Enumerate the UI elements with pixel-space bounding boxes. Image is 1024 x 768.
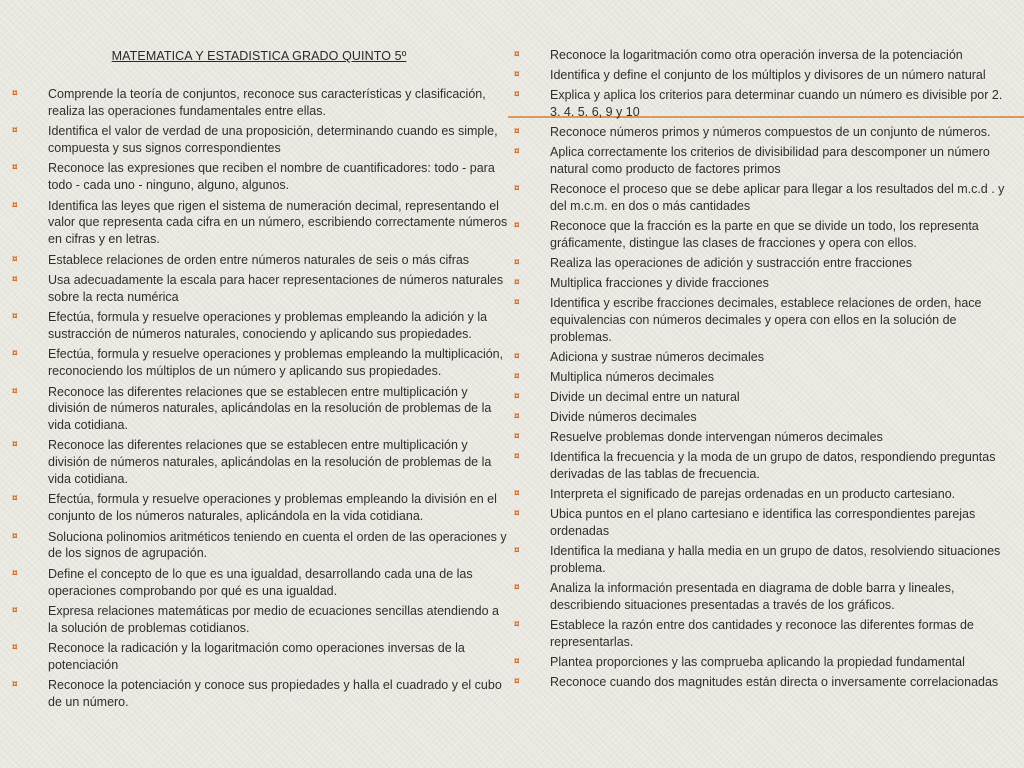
- bullet-icon: ¤: [514, 618, 520, 630]
- bullet-icon: ¤: [12, 567, 18, 579]
- list-item: [8, 384, 510, 434]
- list-item: [8, 309, 510, 343]
- list-item: [510, 409, 1016, 426]
- bullet-icon: ¤: [514, 69, 520, 81]
- list-item-text: Multiplica números decimales: [550, 369, 714, 384]
- list-item-text: Aplica correctamente los criterios de divisibilidad para descomponer un número natural como producto de factores primos: [550, 145, 990, 176]
- list-item: [8, 123, 510, 157]
- list-item-text: Divide números decimales: [550, 410, 697, 424]
- bullet-icon: ¤: [514, 146, 520, 158]
- bullet-icon: ¤: [514, 49, 520, 60]
- list-item: [8, 346, 510, 380]
- right-column-top-space: [510, 0, 1016, 47]
- list-item: [8, 566, 510, 600]
- list-item-text: Reconoce el proceso que se debe aplicar para llegar a los resultados del m.c.d . y del m.c.m. en dos o más cantidades: [550, 182, 1005, 213]
- list-item-text: Interpreta el significado de parejas ordenadas en un producto cartesiano.: [550, 487, 956, 502]
- list-item-text: Reconoce las diferentes relaciones que se establecen entre multiplicación y división de números naturales, aplicándolas en la resolución de problemas de la vida cotidiana.: [48, 438, 492, 487]
- list-item-text: Efectúa, formula y resuelve operaciones y problemas empleando la multiplicación, reconociendo los múltiplos de un número y aplicando sus propiedades.: [48, 347, 504, 379]
- list-item-text: Reconoce cuando dos magnitudes están directa o inversamente correlacionadas: [550, 674, 999, 689]
- slide-title: MATEMATICA Y ESTADISTICA GRADO QUINTO 5º: [111, 49, 407, 63]
- list-item: [510, 369, 1016, 386]
- list-item: [8, 640, 510, 674]
- bullet-icon: ¤: [514, 431, 520, 443]
- list-item-text: Efectúa, formula y resuelve operaciones y problemas empleando la adición y la sustracción de números naturales, conociendo y aplicando sus propiedades.: [48, 310, 488, 341]
- right-column: [510, 0, 1016, 694]
- list-item: [8, 437, 510, 487]
- list-item: [510, 349, 1016, 366]
- list-item-text: Identifica la mediana y halla media en un grupo de datos, resolviendo situaciones problema.: [550, 544, 1001, 575]
- list-item: [510, 124, 1016, 141]
- list-item: [8, 491, 510, 525]
- list-item-text: Soluciona polinomios aritméticos teniendo en cuenta el orden de las operaciones y de los signos de agrupación.: [48, 529, 507, 561]
- bullet-icon: ¤: [514, 219, 520, 231]
- list-item: [510, 389, 1016, 406]
- list-item-text: Identifica y escribe fracciones decimales, establece relaciones de orden, hace equivalencias con números decimales y opera con ellos en la solución de problemas.: [550, 296, 982, 344]
- list-item-text: Identifica y define el conjunto de los múltiplos y divisores de un número natural: [550, 68, 986, 83]
- list-item-text: Usa adecuadamente la escala para hacer representaciones de números naturales sobre la recta numérica: [48, 272, 504, 304]
- list-item-text: Efectúa, formula y resuelve operaciones y problemas empleando la división en el conjunto de los números naturales, aplicándola en la vida cotidiana.: [48, 492, 497, 524]
- list-item-text: Plantea proporciones y las comprueba aplicando la propiedad fundamental: [550, 654, 965, 669]
- list-item: [510, 674, 1016, 691]
- list-item-text: Divide un decimal entre un natural: [550, 389, 740, 404]
- list-item: [510, 87, 1016, 121]
- list-item: [8, 86, 510, 120]
- bullet-icon: ¤: [12, 348, 18, 360]
- bullet-icon: ¤: [12, 493, 18, 505]
- bullet-icon: ¤: [12, 311, 18, 323]
- bullet-icon: ¤: [514, 411, 520, 422]
- bullet-icon: ¤: [514, 126, 520, 138]
- list-item: [510, 617, 1016, 651]
- bullet-icon: ¤: [12, 125, 18, 137]
- list-item-text: Identifica la frecuencia y la moda de un grupo de datos, respondiendo preguntas derivadas de las tablas de frecuencia.: [550, 450, 996, 481]
- list-item-text: Establece relaciones de orden entre números naturales de seis o más cifras: [48, 252, 470, 267]
- bullet-icon: ¤: [514, 276, 520, 288]
- list-item: [510, 255, 1016, 272]
- list-item: [510, 295, 1016, 345]
- bullet-icon: ¤: [514, 488, 520, 500]
- list-item: [8, 603, 510, 637]
- right-bullet-list: [510, 47, 1016, 691]
- bullet-icon: ¤: [12, 199, 18, 211]
- list-item: [510, 47, 1016, 64]
- list-item-text: Reconoce números primos y números compuestos de un conjunto de números.: [550, 125, 991, 140]
- bullet-icon: ¤: [514, 655, 520, 667]
- list-item: [8, 272, 510, 306]
- list-item: [510, 67, 1016, 84]
- list-item-text: Comprende la teoría de conjuntos, reconoce sus características y clasificación, realiza las operaciones fundamentales entre ellas.: [48, 87, 486, 118]
- bullet-icon: ¤: [514, 545, 520, 557]
- list-item-text: Reconoce que la fracción es la parte en que se divide un todo, los representa gráficamente, distingue las clases de fracciones y opera con ellos.: [550, 218, 979, 250]
- bullet-icon: ¤: [12, 605, 18, 617]
- bullet-icon: ¤: [514, 370, 520, 382]
- bullet-icon: ¤: [514, 675, 520, 687]
- list-item: [510, 449, 1016, 483]
- list-item-text: Expresa relaciones matemáticas por medio de ecuaciones sencillas atendiendo a la solución de problemas cotidianos.: [48, 604, 499, 635]
- bullet-icon: ¤: [514, 451, 520, 463]
- list-item-text: Reconoce la logaritmación como otra operación inversa de la potenciación: [550, 48, 963, 62]
- list-item-text: Resuelve problemas donde intervengan números decimales: [550, 430, 883, 445]
- list-item: [8, 252, 510, 269]
- list-item: [510, 144, 1016, 178]
- left-column: [8, 0, 510, 715]
- list-item-text: Reconoce la potenciación y conoce sus propiedades y halla el cuadrado y el cubo de un número.: [48, 678, 502, 710]
- list-item: [510, 218, 1016, 252]
- list-item: [510, 275, 1016, 292]
- list-item-text: Reconoce la radicación y la logaritmación como operaciones inversas de la potenciación: [48, 641, 465, 673]
- list-item: [8, 160, 510, 194]
- bullet-icon: ¤: [12, 439, 18, 451]
- list-item: [510, 506, 1016, 540]
- bullet-icon: ¤: [514, 508, 520, 520]
- bullet-icon: ¤: [514, 390, 520, 402]
- list-item: [8, 529, 510, 563]
- list-item: [8, 198, 510, 248]
- bullet-icon: ¤: [514, 350, 520, 362]
- list-item: [510, 543, 1016, 577]
- bullet-icon: ¤: [12, 253, 18, 265]
- list-item-text: Ubica puntos en el plano cartesiano e identifica las correspondientes parejas ordenadas: [550, 507, 976, 538]
- list-item-text: Multiplica fracciones y divide fracciones: [550, 275, 769, 290]
- list-item-text: Define el concepto de lo que es una igualdad, desarrollando cada una de las operaciones comprobando por qué es una igualdad.: [48, 566, 473, 598]
- bullet-icon: ¤: [12, 162, 18, 174]
- bullet-icon: ¤: [514, 581, 520, 593]
- list-item-text: Identifica el valor de verdad de una proposición, determinando cuando es simple, compuesta y sus signos correspondientes: [48, 124, 498, 155]
- bullet-icon: ¤: [12, 679, 18, 691]
- bullet-icon: ¤: [12, 642, 18, 654]
- list-item: [510, 486, 1016, 503]
- list-item-text: Adiciona y sustrae números decimales: [550, 349, 764, 364]
- list-item-text: Realiza las operaciones de adición y sustracción entre fracciones: [550, 255, 912, 270]
- bullet-icon: ¤: [12, 385, 18, 397]
- bullet-icon: ¤: [514, 89, 520, 101]
- list-item-text: Reconoce las expresiones que reciben el nombre de cuantificadores: todo - para todo - cada uno - ninguno, alguno, algunos.: [48, 161, 495, 193]
- list-item: [510, 654, 1016, 671]
- list-item-text: Reconoce las diferentes relaciones que se establecen entre multiplicación y división de números naturales, aplicándolas en la resolución de problemas de la vida cotidiana.: [48, 384, 492, 433]
- bullet-icon: ¤: [514, 256, 520, 268]
- list-item: [510, 580, 1016, 614]
- bullet-icon: ¤: [12, 273, 18, 285]
- list-item: [510, 429, 1016, 446]
- list-item: [8, 677, 510, 711]
- list-item-text: Identifica las leyes que rigen el sistema de numeración decimal, representando el valor que representa cada cifra en un número, escribiendo correctamente números en cifras y en letras.: [48, 198, 508, 247]
- left-bullet-list: [8, 86, 510, 711]
- list-item-text: Analiza la información presentada en diagrama de doble barra y lineales, describiendo situaciones presentadas a través de los gráficos.: [550, 580, 955, 612]
- bullet-icon: ¤: [12, 88, 18, 99]
- bullet-icon: ¤: [12, 530, 18, 542]
- list-item: [510, 181, 1016, 215]
- list-item-text: Establece la razón entre dos cantidades y reconoce las diferentes formas de representarlas.: [550, 617, 974, 649]
- bullet-icon: ¤: [514, 297, 520, 309]
- bullet-icon: ¤: [514, 183, 520, 195]
- list-item-text: Explica y aplica los criterios para determinar cuando un número es divisible por 2. 3. 4. 5. 6, 9 y 10: [550, 88, 1003, 119]
